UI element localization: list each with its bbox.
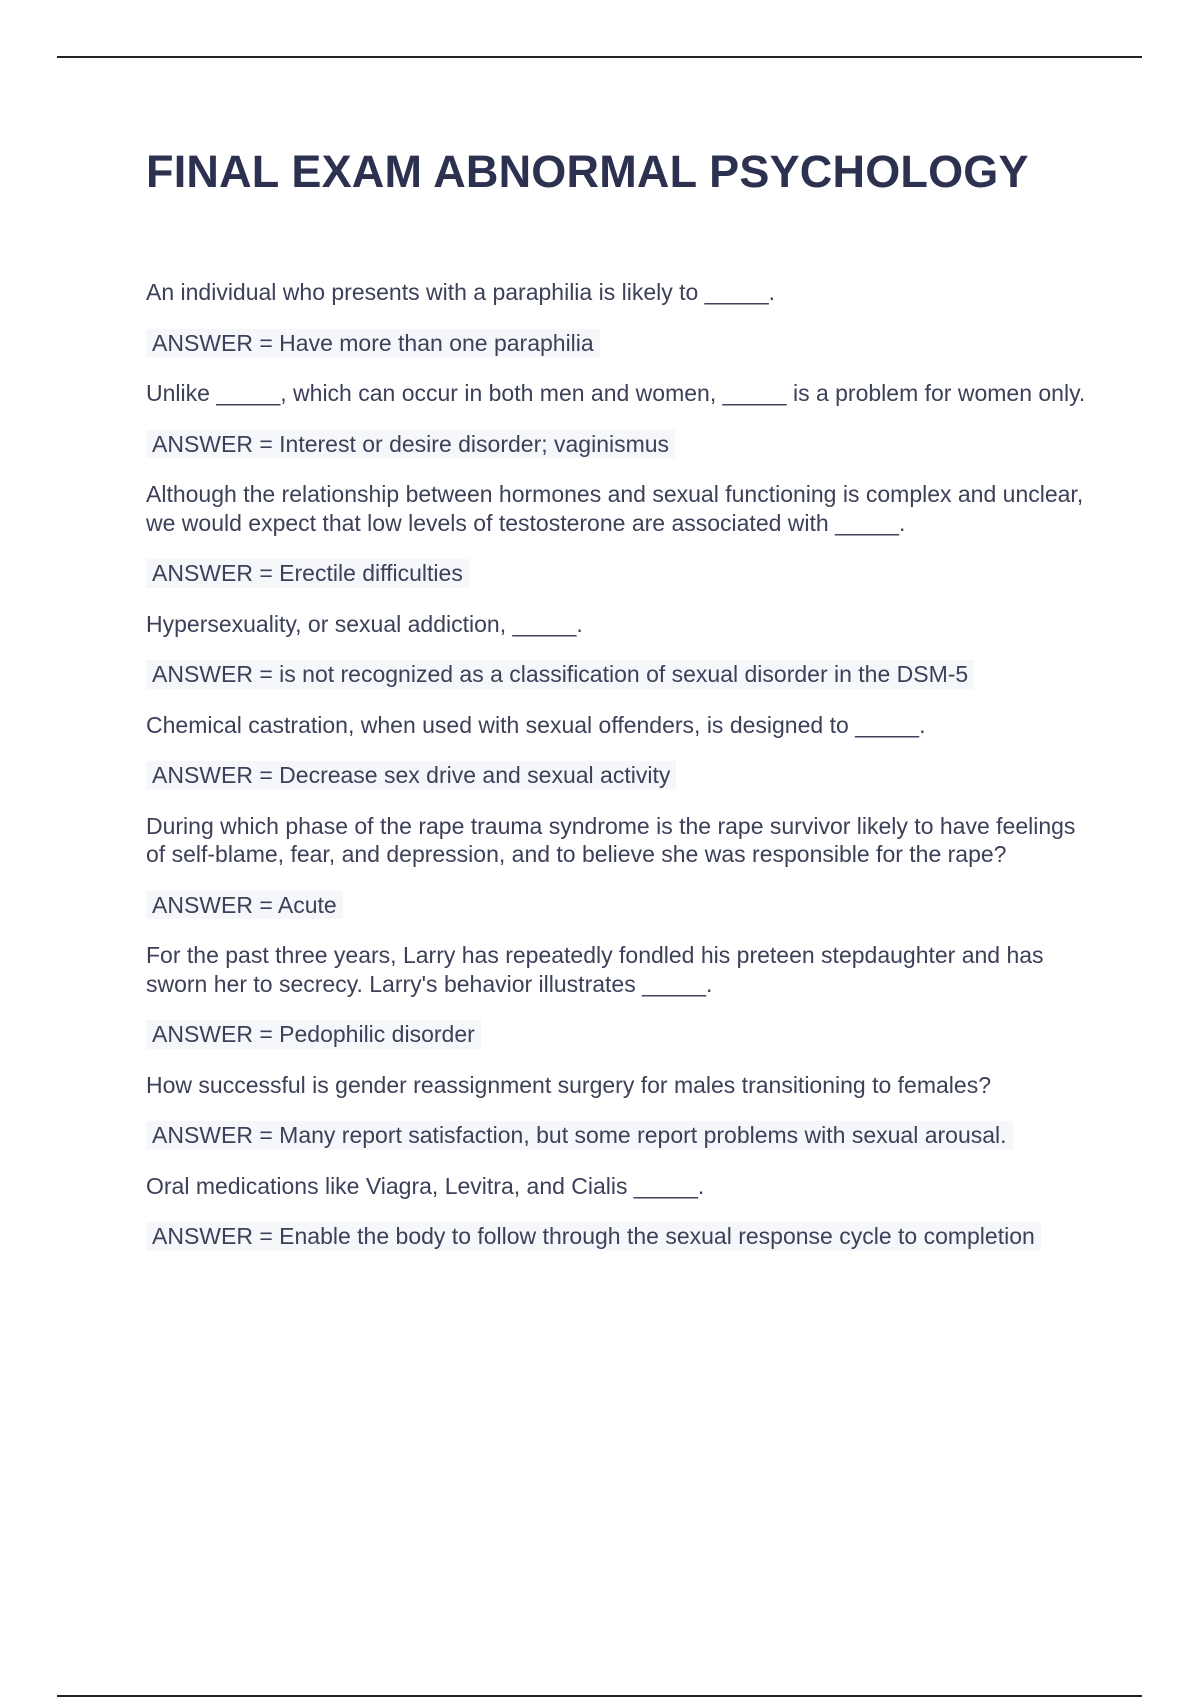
question-text: An individual who presents with a paraphilia is likely to _____. <box>146 279 776 305</box>
question-text: How successful is gender reassignment surgery for males transitioning to females? <box>146 1071 991 1098</box>
bottom-divider <box>57 1695 1142 1697</box>
answer-text: ANSWER = Decrease sex drive and sexual activity <box>146 761 676 790</box>
answer-text: ANSWER = Acute <box>146 891 343 920</box>
answer-text: ANSWER = Interest or desire disorder; vaginismus <box>146 430 675 459</box>
qa-item <box>146 1172 1091 1273</box>
top-divider <box>57 56 1142 58</box>
question-text: Hypersexuality, or sexual addiction, _____. <box>146 610 583 637</box>
qa-item <box>146 711 1091 812</box>
answer-text: ANSWER = Pedophilic disorder <box>146 1020 481 1049</box>
qa-item <box>146 480 1091 610</box>
qa-item <box>146 379 1091 480</box>
qa-item <box>146 1071 1091 1172</box>
question-text: Unlike _____, which can occur in both men and women, _____ is a problem for women only. <box>146 380 1086 406</box>
question-text: Chemical castration, when used with sexual offenders, is designed to _____. <box>146 711 926 738</box>
answer-text: ANSWER = is not recognized as a classification of sexual disorder in the DSM-5 <box>146 660 974 689</box>
answer-text: ANSWER = Enable the body to follow through the sexual response cycle to completion <box>146 1222 1041 1251</box>
answer-text: ANSWER = Erectile difficulties <box>146 559 469 588</box>
question-text: Although the relationship between hormones and sexual functioning is complex and unclear, we would expect that low levels of testosterone are associated with _____. <box>146 481 1084 536</box>
answer-text: ANSWER = Many report satisfaction, but some report problems with sexual arousal. <box>146 1121 1013 1150</box>
qa-list <box>146 278 1091 1273</box>
answer-text: ANSWER = Have more than one paraphilia <box>146 329 600 358</box>
question-text: For the past three years, Larry has repeatedly fondled his preteen stepdaughter and has sworn her to secrecy. Larry's behavior illustrates _____. <box>146 942 1044 997</box>
qa-item <box>146 278 1091 379</box>
document-title: FINAL EXAM ABNORMAL PSYCHOLOGY <box>146 146 1029 197</box>
question-text: Oral medications like Viagra, Levitra, and Cialis _____. <box>146 1172 705 1199</box>
qa-item <box>146 610 1091 711</box>
qa-item <box>146 812 1091 942</box>
question-text: During which phase of the rape trauma syndrome is the rape survivor likely to have feelings of self-blame, fear, and depression, and to believe she was responsible for the rape? <box>146 812 1076 867</box>
qa-item <box>146 941 1091 1071</box>
document-body <box>146 140 1091 1273</box>
